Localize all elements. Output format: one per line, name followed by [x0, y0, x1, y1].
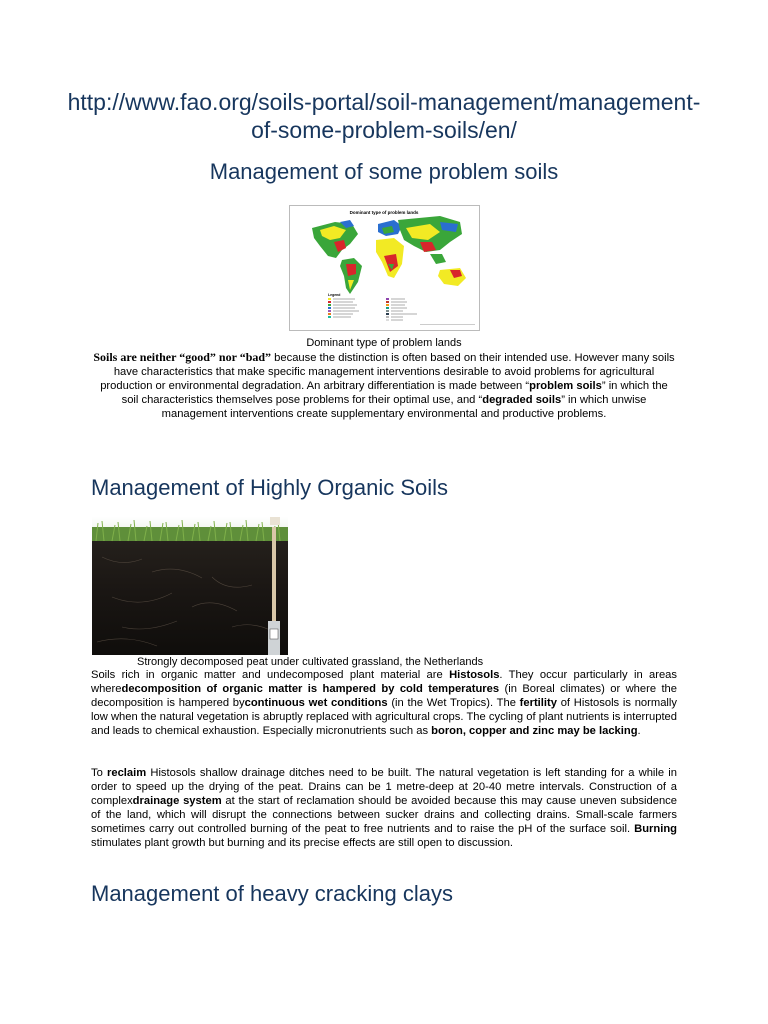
intro-bold-lead: Soils are neither “good” nor “bad”: [93, 350, 272, 364]
map-legend-title: Legend: [328, 293, 341, 297]
map-heading: Dominant type of problem lands: [349, 210, 419, 215]
intro-text-3: ” in which unwise management interventions create supplementary environmental and productive problems.: [161, 394, 647, 420]
peat-photo-caption: Strongly decomposed peat under cultivated grassland, the Netherlands: [137, 656, 484, 668]
p1-text-c: (in Boreal climates) or where the decomposition is hampered by: [91, 682, 677, 709]
histosols-term: Histosols: [449, 669, 500, 681]
section-heading-organic-soils: Management of Highly Organic Soils: [91, 475, 449, 500]
world-map-image: [290, 206, 479, 330]
page-title: Management of some problem soils: [209, 159, 559, 184]
reclaim-paragraph: [91, 767, 677, 850]
micronutrients-phrase: boron, copper and zinc may be lacking: [431, 724, 638, 737]
p1-text-e: of Histosols is normally low when the natural vegetation is abruptly replaced with agricultural crops. The cycling of plant nutrients is interrupted and leads to chemical exhaustion. Especially micronutrients such as: [91, 696, 677, 737]
intro-text-2: ” in which the soil characteristics themselves pose problems for their optimal use, and “: [121, 380, 668, 406]
p1-text-f: .: [637, 724, 641, 737]
p2-text-a: To: [91, 767, 107, 779]
problem-soils-term: problem soils: [529, 380, 602, 392]
intro-paragraph: [92, 350, 676, 421]
reclaim-term: reclaim: [107, 767, 147, 779]
source-url[interactable]: http://www.fao.org/soils-portal/soil-management/management-of-some-problem-soils/en/: [67, 89, 701, 143]
p1-text-d: (in the Wet Tropics). The: [387, 696, 520, 709]
wet-conditions-phrase: continuous wet conditions: [244, 696, 388, 709]
problem-lands-map-figure: [289, 205, 480, 331]
p2-text-d: stimulates plant growth but burning and its precise effects are still open to discussion.: [91, 836, 514, 849]
p2-text-c: at the start of reclamation should be avoided because this may cause uneven subsidence of the land, which will disrupt the connections between sucker drains and collecting drains. Small-scale farmers sometimes carry out controlled burning of the peat to free nutrients and to raise the pH of the surface soil.: [91, 794, 677, 835]
fertility-term: fertility: [519, 696, 557, 709]
intro-text-1: because the distinction is often based on their intended use. However many soils have characteristics that make specific management interventions desirable to avoid problems for agricultural production or environmental degradation. An arbitrary differentiation is made between “: [100, 352, 675, 392]
burning-term: Burning: [634, 822, 677, 835]
cold-decomposition-phrase: decomposition of organic matter is hampered by cold temperatures: [121, 682, 500, 695]
p1-text-a: Soils rich in organic matter and undecomposed plant material are: [91, 669, 450, 681]
peat-soil-photo: [92, 517, 288, 655]
map-caption: Dominant type of problem lands: [306, 337, 462, 349]
section-heading-cracking-clays: Management of heavy cracking clays: [91, 881, 453, 906]
p2-text-b: Histosols shallow drainage ditches need to be built. The natural vegetation is left standing for a while in order to speed up the drying of the peat. Drains can be 1 metre-deep at 20-40 metre intervals. Construction of a complex: [91, 767, 677, 807]
degraded-soils-term: degraded soils: [482, 394, 562, 406]
histosols-paragraph: [91, 669, 677, 739]
p1-text-b: . They occur particularly in areas where: [91, 669, 677, 695]
drainage-system-term: drainage system: [132, 794, 222, 807]
